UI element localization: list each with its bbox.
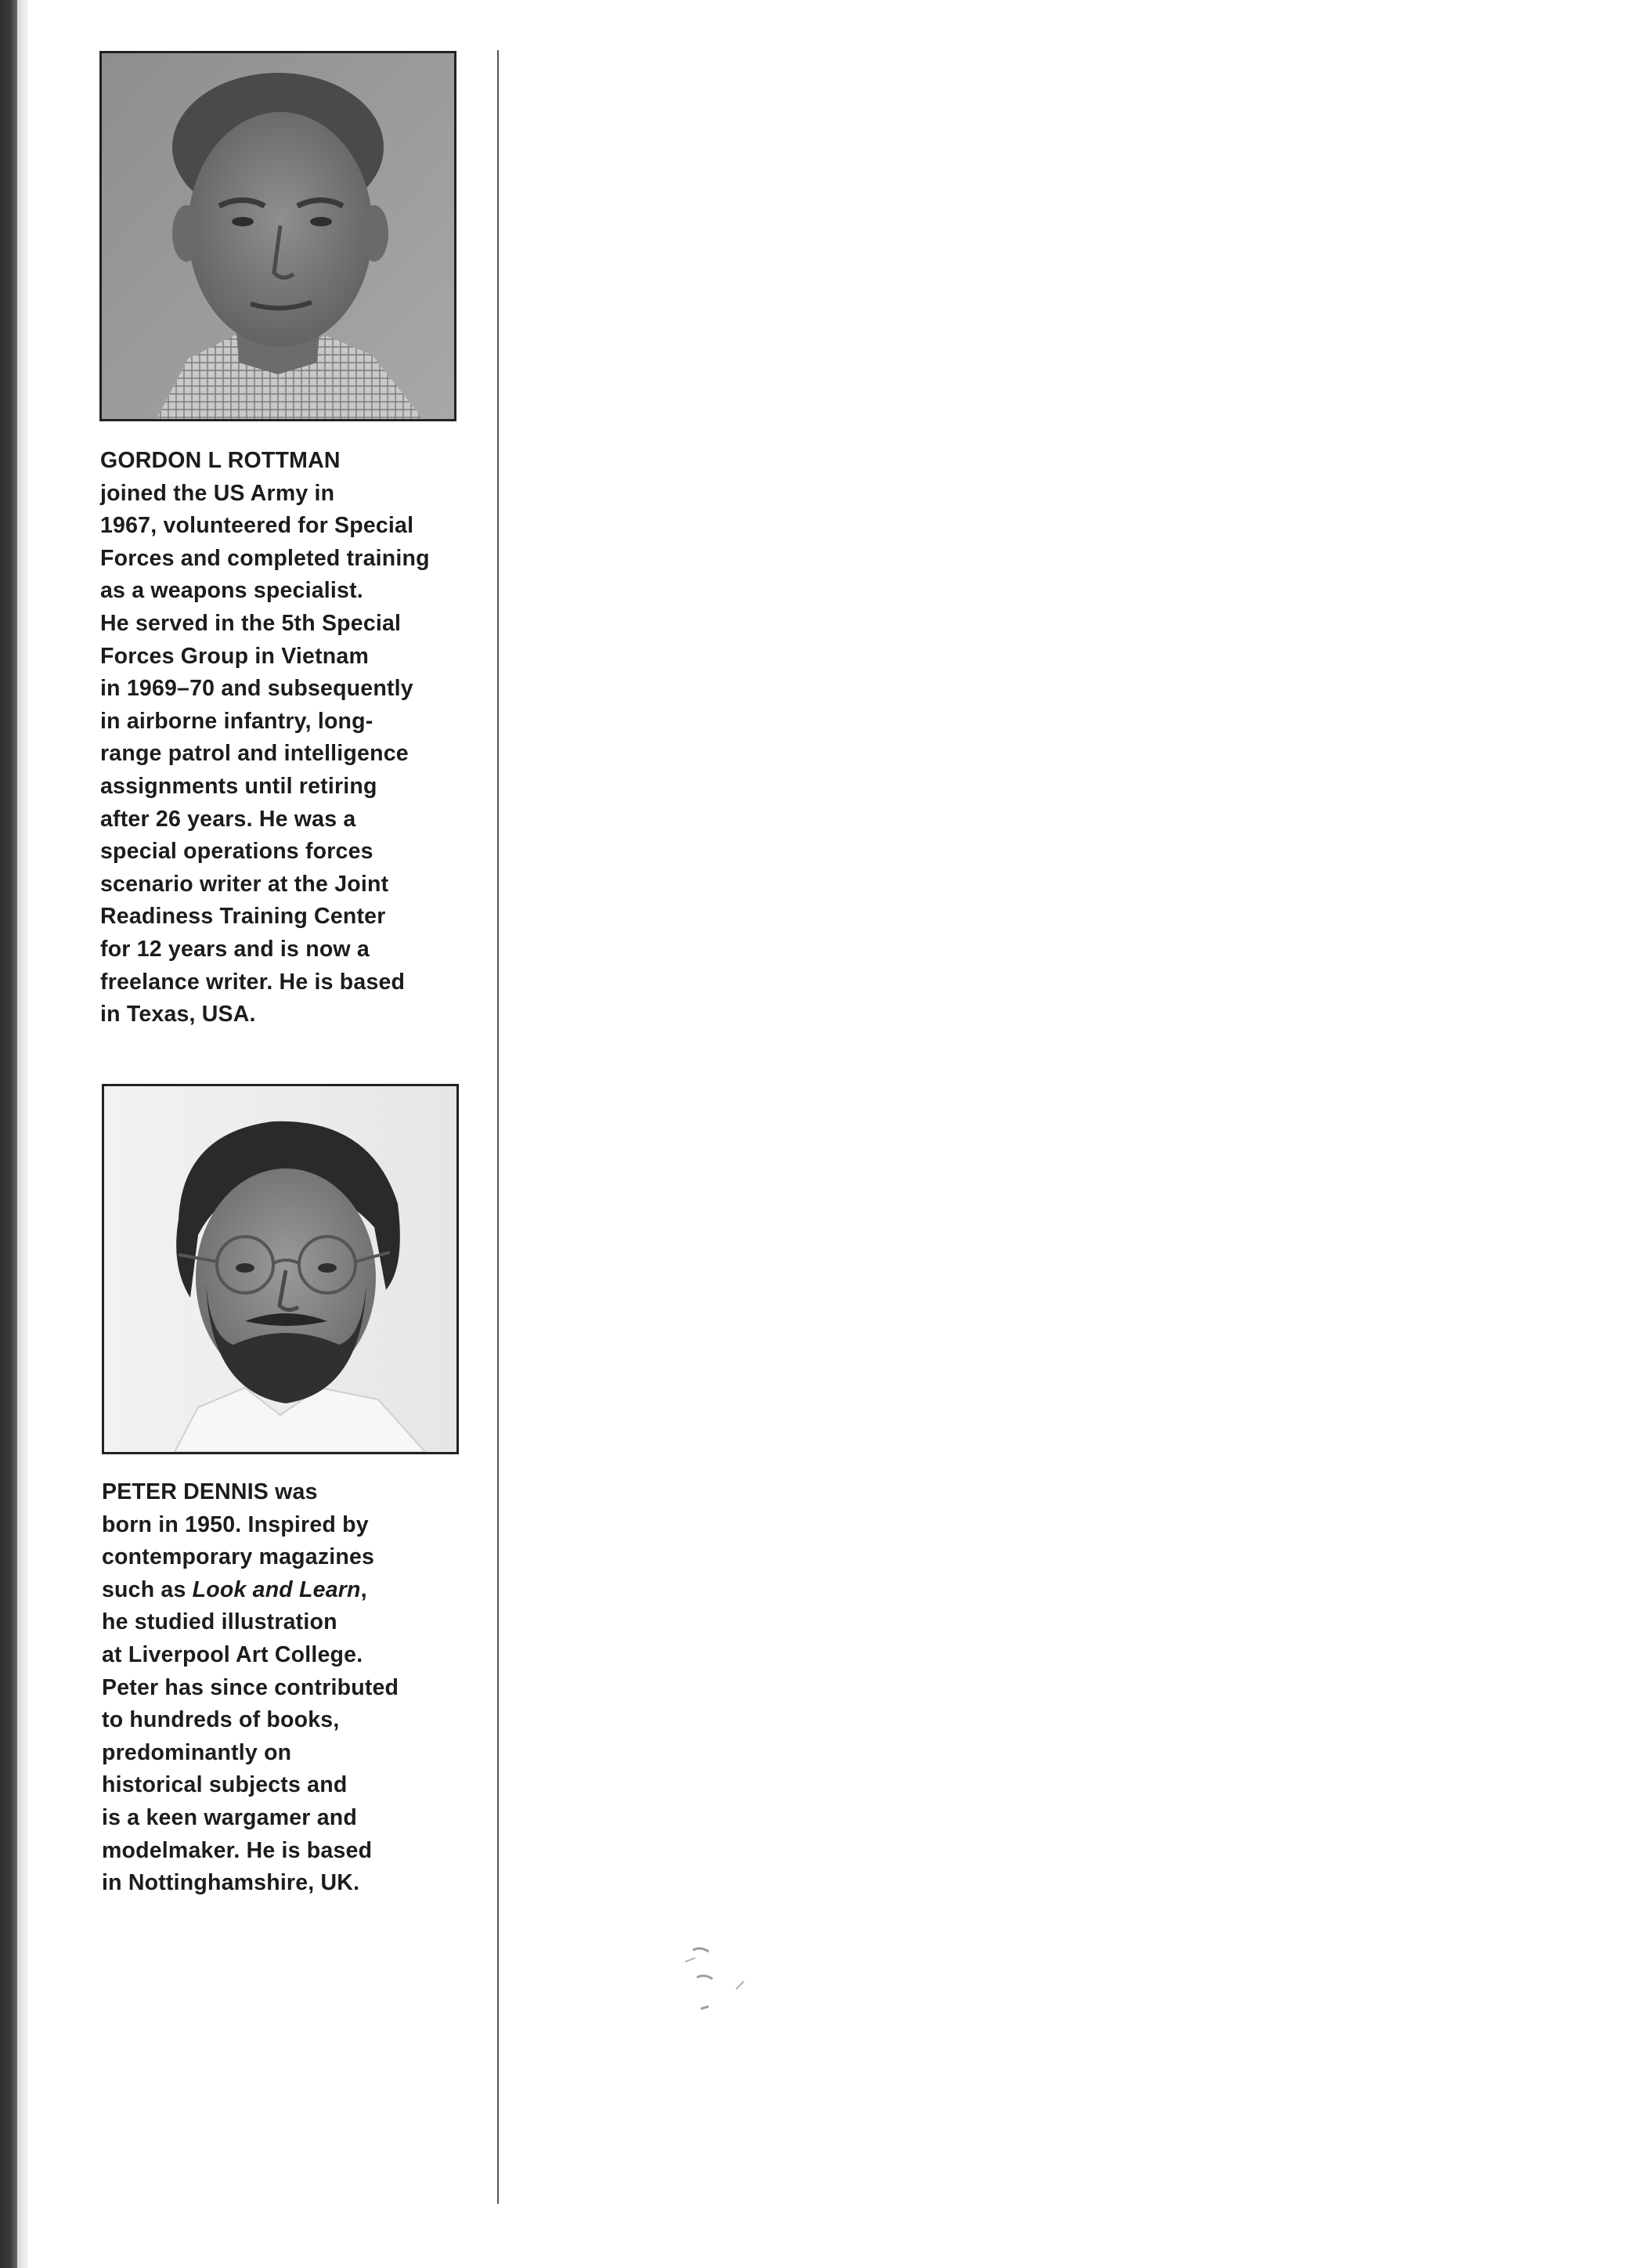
bio-line: freelance writer. He is based <box>100 969 406 995</box>
bio-text: such as <box>102 1576 193 1602</box>
bio-line: in Texas, USA. <box>100 1002 256 1027</box>
bio-line: historical subjects and <box>102 1772 348 1798</box>
book-spine-shadow <box>0 0 17 2268</box>
page-gutter <box>17 0 28 2268</box>
author-name: PETER DENNIS <box>102 1479 269 1504</box>
bio-line: in Nottinghamshire, UK. <box>102 1870 360 1896</box>
print-specks-icon <box>681 1942 759 2036</box>
bio-text: , <box>360 1576 367 1602</box>
bio-line: He served in the 5th Special <box>100 610 402 636</box>
author-name-line <box>102 1476 470 1509</box>
bio-line: born in 1950. Inspired by <box>102 1511 369 1537</box>
bio-line: after 26 years. He was a <box>100 806 356 832</box>
bio-line: in 1969–70 and subsequently <box>100 676 413 702</box>
bio-line: as a weapons specialist. <box>100 578 363 604</box>
bio-line: to hundreds of books, <box>102 1707 340 1733</box>
portrait-peter-dennis-icon <box>104 1086 456 1452</box>
bio-line <box>102 1574 470 1607</box>
bio-line: scenario writer at the Joint <box>100 871 389 897</box>
author-name: GORDON L ROTTMAN <box>100 448 341 473</box>
bio-line: special operations forces <box>100 839 373 865</box>
bio-line: joined the US Army in <box>100 480 335 506</box>
bio-line: is a keen wargamer and <box>102 1804 357 1830</box>
author-bio-peter-dennis <box>102 1476 470 1900</box>
bio-line: for 12 years and is now a <box>100 936 370 962</box>
bio-line: Forces Group in Vietnam <box>100 643 369 669</box>
bio-line: Readiness Training Center <box>100 904 386 930</box>
author-bio-gordon-rottman <box>100 445 468 1031</box>
bio-line: in airborne infantry, long- <box>100 708 373 734</box>
bio-line: 1967, volunteered for Special <box>100 513 414 539</box>
bio-line: Peter has since contributed <box>102 1674 399 1700</box>
bio-line: contemporary magazines <box>102 1544 375 1570</box>
bio-line: he studied illustration <box>102 1609 337 1635</box>
bio-line: at Liverpool Art College. <box>102 1641 363 1667</box>
author-name-suffix: was <box>269 1479 318 1504</box>
author-portrait-photo <box>99 51 456 421</box>
bio-line: modelmaker. He is based <box>102 1837 373 1863</box>
bio-line: predominantly on <box>102 1739 292 1765</box>
portrait-gordon-rottman-icon <box>102 53 454 419</box>
bio-line: Forces and completed training <box>100 545 430 571</box>
magazine-title: Look and Learn <box>192 1576 361 1602</box>
illustrator-portrait-photo <box>102 1084 459 1454</box>
column-divider-rule <box>497 50 499 2204</box>
bio-line: assignments until retiring <box>100 773 377 799</box>
bio-line: range patrol and intelligence <box>100 741 409 767</box>
